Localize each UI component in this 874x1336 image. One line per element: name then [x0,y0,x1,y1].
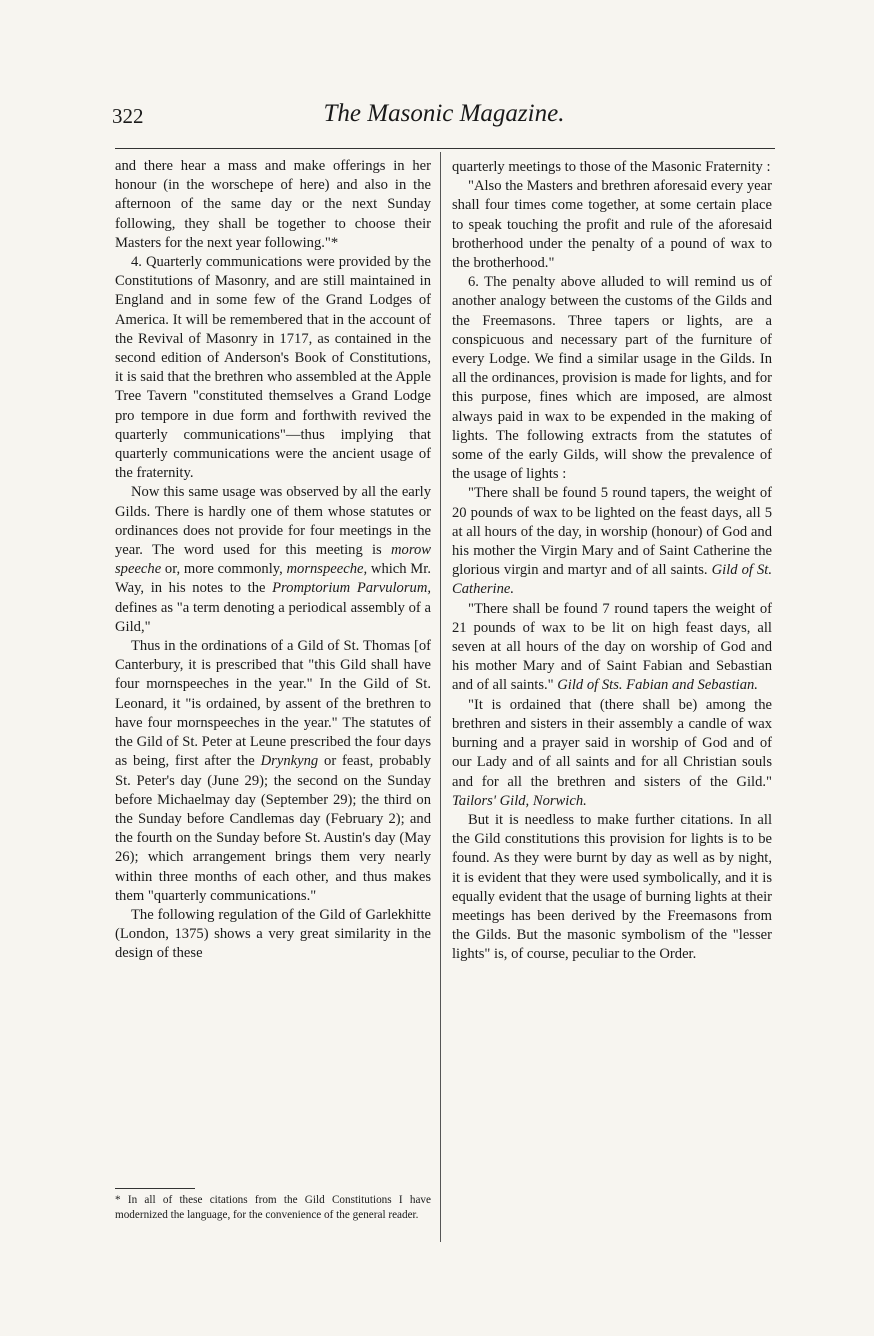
paragraph [115,483,431,637]
text-run: 6. The penalty above alluded to will remind us of another analogy between the customs of the Gilds and the Freemasons. Three tapers or lights, are a conspicuous and necessary part of the furniture of every Lodge. We find a similar usage in the Gilds. In all the ordinances, provision is made for lights, and for this purpose, fines which are imposed, are almost always paid in wax to be expended in the making of lights. The following extracts from the statutes of some of the early Gilds, will show the prevalence of the usage of lights : [452,274,772,483]
paragraph [452,696,772,811]
paragraph [452,177,772,273]
italic-text: Gild of Sts. Fabian and Sebastian. [557,677,758,694]
paragraph [452,600,772,696]
paragraph [115,253,431,483]
italic-text: morow speeche [115,542,431,578]
header-rule [115,148,775,149]
text-run: or feast, probably St. Peter's day (June 29); the second on the Sunday before Michaelmay day (September 29); the third on the Sunday before Candlemas day (February 2); and the fourth on the Sunday before St. Austin's day (May 26); which arrangement brings them very nearly within three months of each other, and thus makes them "quarterly communications." [115,753,431,904]
text-run: Thus in the ordinations of a Gild of St. Thomas [of Canterbury, it is prescribed that "this Gild shall have four mornspeeches in the year." In the Gild of St. Leonard, it "is ordained, by assent of the brethren to have four mornspeeches in the year." The statutes of the Gild of St. Peter at Leune prescribed the four days as being, first after the [115,638,431,770]
italic-text: Gild of St. Catherine. [452,562,773,598]
italic-text: Promptorium Parvulorum, [272,580,432,597]
left-column [115,157,431,964]
footnote: * In all of these citations from the Gild Constitutions I have modernized the language, for the convenience of the general reader. [115,1194,431,1221]
paragraph [452,484,772,599]
paragraph [452,273,772,484]
page-number: 322 [112,104,144,128]
text-run: The following regulation of the Gild of Garlekhitte (London, 1375) shows a very great similarity in the design of these [115,906,431,962]
text-run: "There shall be found 7 round tapers the weight of 21 pounds of wax to be lit on high feast days, all seven at all hours of the day on worship of God and his mother Mary and of Saint Fabian and Sebastian and of all saints." [452,600,772,694]
text-run: "It is ordained that (there shall be) among the brethren and sisters in their assembly a candle of wax burning and a prayer said in worship of God and of our Lady and of all saints and for all Christian souls and for all the brethren and sisters of the Gild." [452,696,772,790]
text-run: defines as "a term denoting a periodical assembly of a Gild," [115,599,431,635]
column-divider [440,152,441,1242]
paragraph [115,906,431,964]
text-run: But it is needless to make further citations. In all the Gild constitutions this provision for lights is to be found. As they were burnt by day as well as by night, it is evident that they were used symbolically, and it is equally evident that the usage of burning lights at their meetings has been derived by the Freemasons from the Gilds. But the masonic symbolism of the "lesser lights" is, of course, peculiar to the Order. [452,811,772,963]
text-run: and there hear a mass and make offerings in her honour (in the worschepe of here) and also in the afternoon of the same day or the next Sunday following, they shall be together to choose their Masters for the next year following."* [115,158,431,251]
italic-text: Tailors' Gild, Norwich. [452,792,587,809]
text-run: Now this same usage was observed by all the early Gilds. There is hardly one of them whose statutes or ordinances does not provide for four meetings in the year. The word used for this meeting is [115,484,431,559]
text-run: quarterly meetings to those of the Masonic Fraternity : [452,159,771,175]
paragraph [452,811,772,965]
italic-text: Drynkyng [260,753,319,770]
text-run: "There shall be found 5 round tapers, the weight of 20 pounds of wax to be lighted on the feast days, all 5 at all hours of the day, in worship (honour) of God and his mother the Virgin Mary and of Saint Catherine the glorious virgin and martyr and of all saints. [452,485,772,579]
running-title: The Masonic Magazine. [323,100,565,127]
text-run: "Also the Masters and brethren aforesaid every year shall four times come together, at some certain place to speak touching the profit and rule of the aforesaid brotherhood under the penalty of a pound of wax to the brotherhood." [452,178,772,272]
text-run: or, more commonly, [161,561,287,578]
paragraph [115,637,431,906]
right-column [452,158,772,965]
text-run: 4. Quarterly communications were provided by the Constitutions of Masonry, and are still maintained in England and in some few of the Grand Lodges of America. It will be remembered that in the account of the Revival of Masonry in 1717, as contained in the second edition of Anderson's Book of Constitutions, it is said that the brethren who assembled at the Apple Tree Tavern "constituted themselves a Grand Lodge pro tempore in due form and forthwith revived the quarterly communications"—thus implying that quarterly communications were the ancient usage of the fraternity. [115,254,431,482]
footnote-rule [115,1188,195,1189]
paragraph [452,158,772,177]
page-header [112,100,776,140]
italic-text: mornspeeche, [286,561,368,578]
paragraph [115,157,431,253]
text-run: which Mr. Way, in his notes to the [115,561,431,597]
